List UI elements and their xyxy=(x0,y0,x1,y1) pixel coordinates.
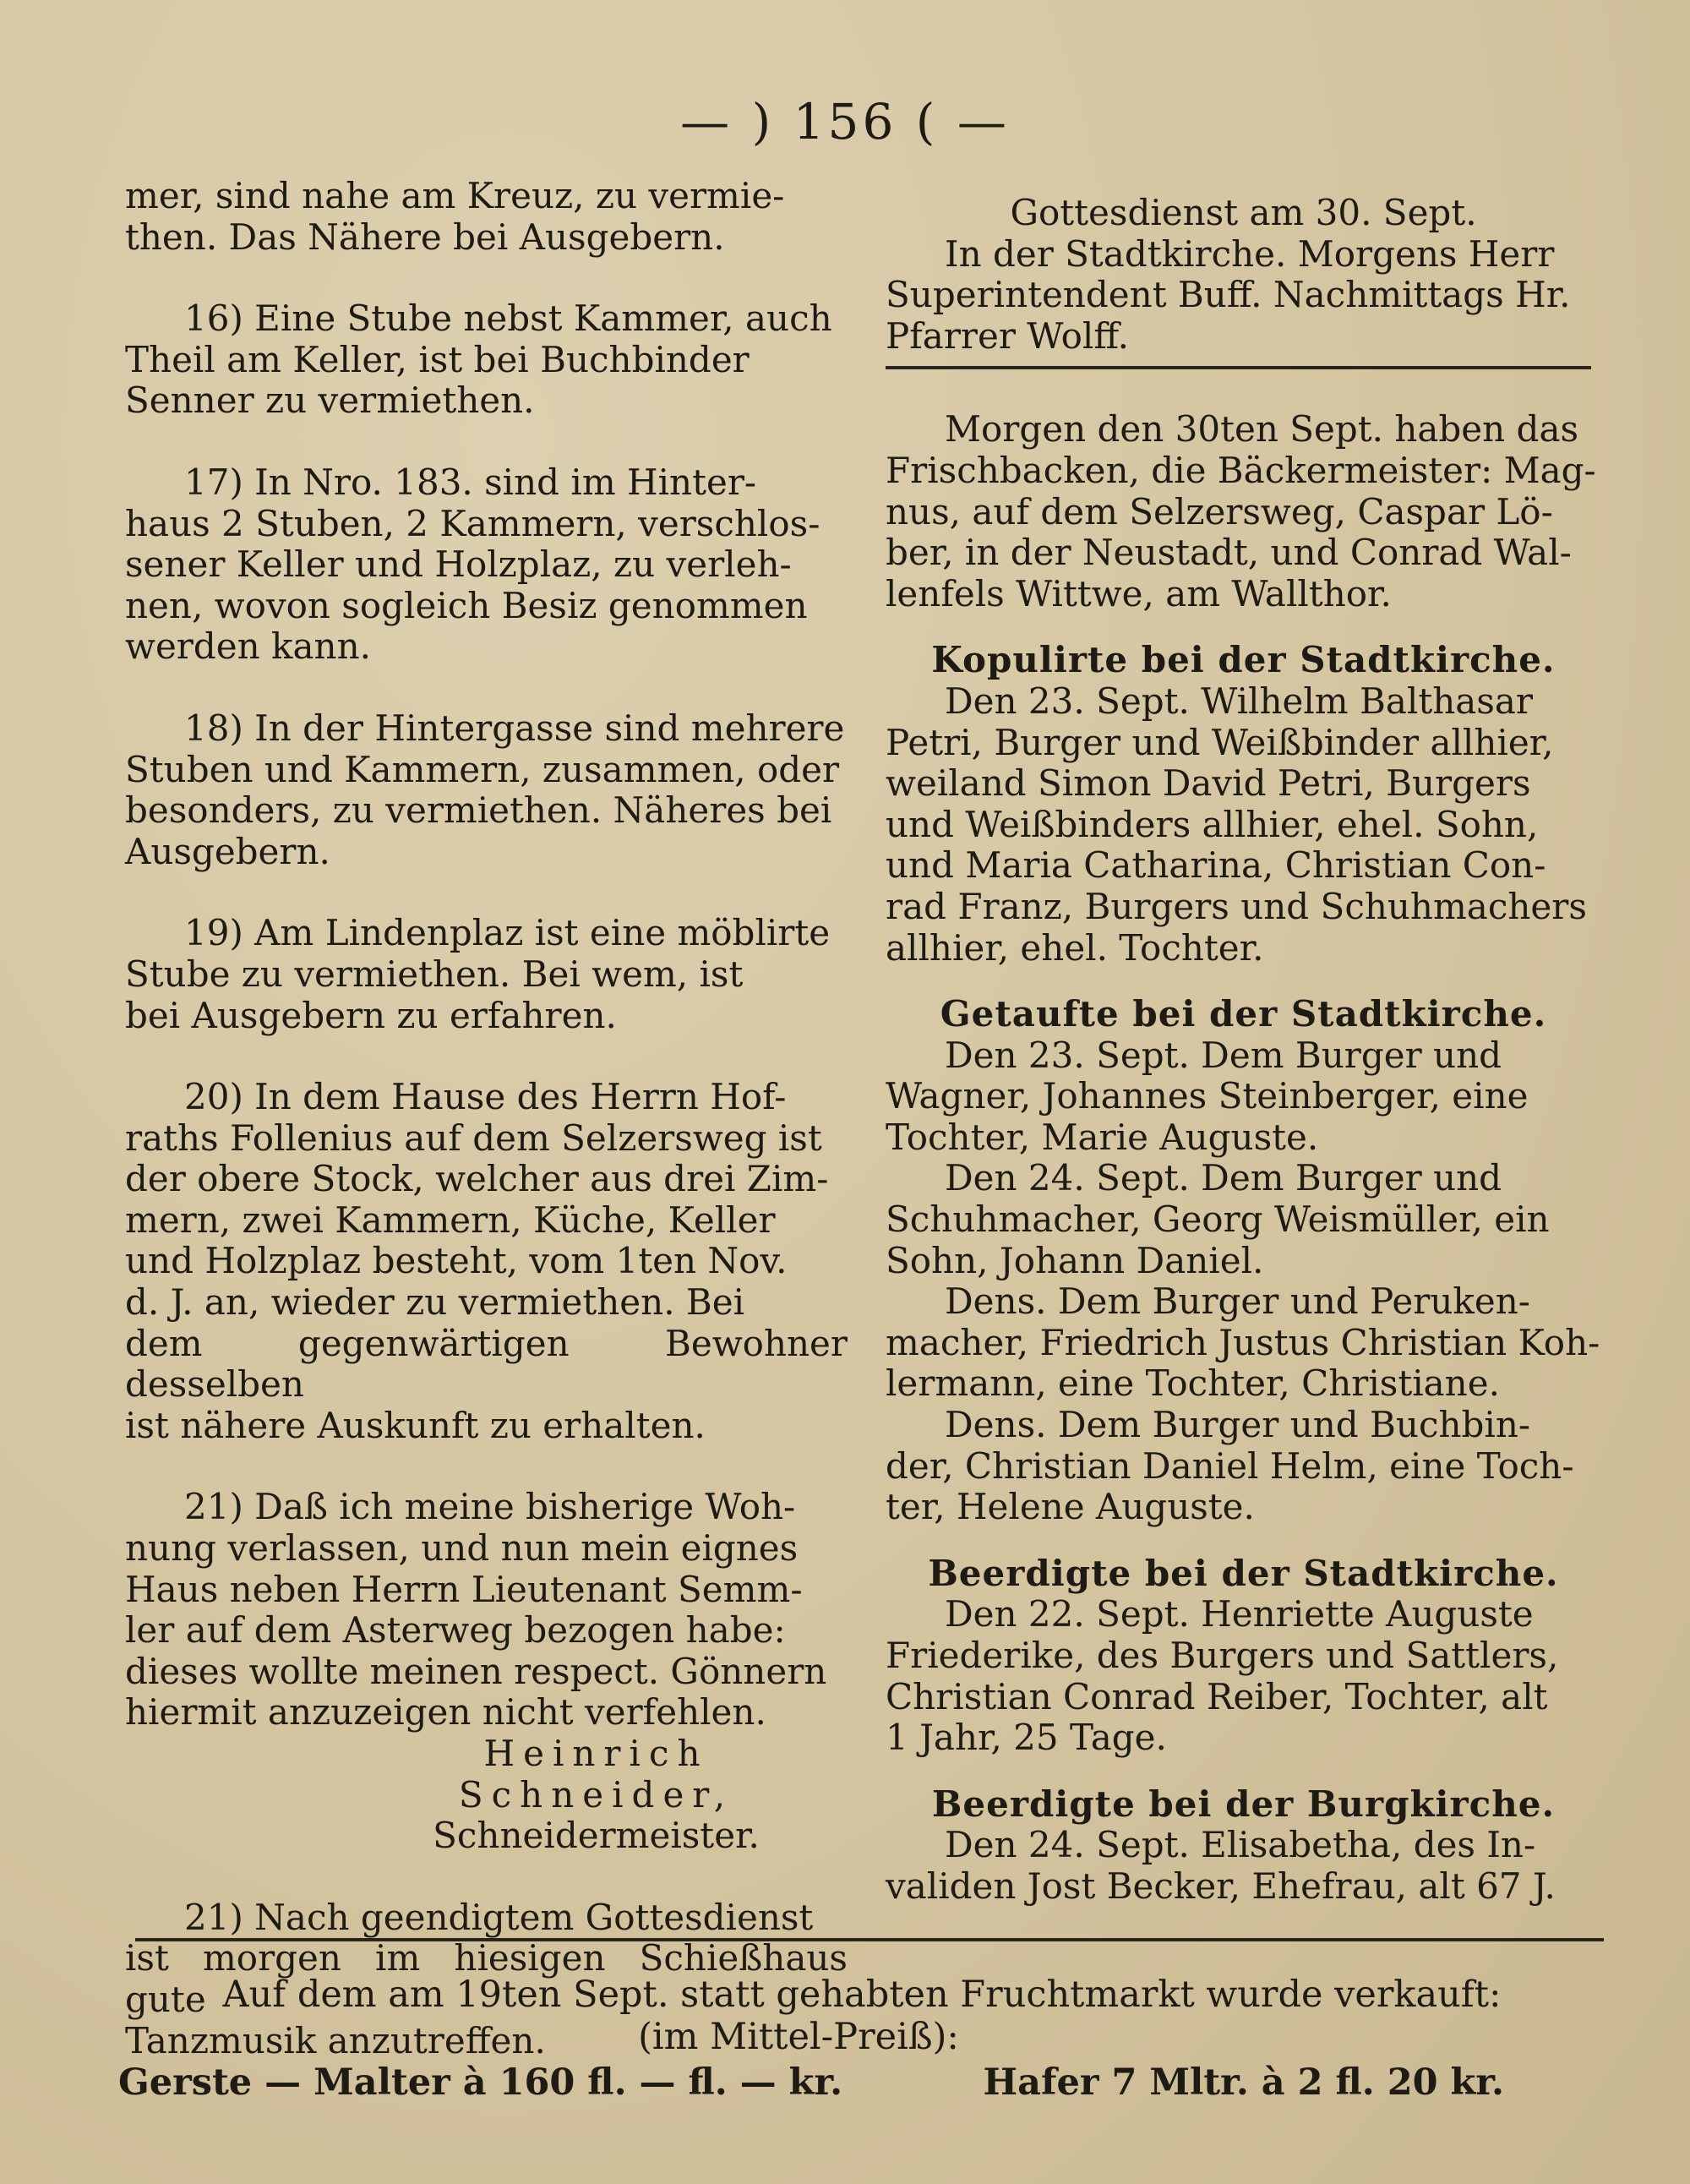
notice-20 xyxy=(125,1077,848,1446)
text-line: Den 23. Sept. Wilhelm Balthasar xyxy=(945,680,1533,722)
text-line: Stube zu vermiethen. Bei wem, ist xyxy=(125,953,744,995)
text-line: besonders, zu vermiethen. Näheres bei xyxy=(125,789,832,832)
continued-notice xyxy=(125,176,848,258)
text-line: mer, sind nahe am Kreuz, zu vermie- xyxy=(125,175,785,216)
text-line: Ausgebern. xyxy=(125,830,330,872)
text-line: dem gegenwärtigen Bewohner desselben xyxy=(125,1322,848,1406)
market-line: Auf dem am 19ten Sept. statt gehabten Fruchtmarkt wurde verkauft: xyxy=(222,1974,1502,2016)
text-line: Haus neben Herrn Lieutenant Semm- xyxy=(125,1568,803,1610)
signature-title: Schneidermeister. xyxy=(433,1815,760,1857)
price-row xyxy=(118,2061,1606,2104)
buried-castle-section xyxy=(886,1784,1601,1908)
text-line: Dens. Dem Burger und Peruken- xyxy=(945,1280,1530,1323)
text-line: lenfels Wittwe, am Wallthor. xyxy=(886,572,1392,614)
text-line: und Holzplaz besteht, vom 1ten Nov. xyxy=(125,1240,788,1282)
notice-16 xyxy=(125,298,848,422)
text-line: Frischbacken, die Bäckermeister: Mag- xyxy=(886,449,1596,491)
text-line: mern, zwei Kammern, Küche, Keller xyxy=(125,1198,776,1241)
text-line: Pfarrer Wolff. xyxy=(886,314,1130,357)
married-title: Kopulirte bei der Stadtkirche. xyxy=(931,639,1556,681)
church-service xyxy=(886,193,1601,357)
buried-city-title: Beerdigte bei der Stadtkirche. xyxy=(928,1552,1559,1594)
text-line: Sohn, Johann Daniel. xyxy=(886,1239,1264,1281)
page-number-header: — ) 156 ( — xyxy=(680,93,1010,150)
text-line: Petri, Burger und Weißbinder allhier, xyxy=(886,721,1554,763)
text-line: ter, Helene Auguste. xyxy=(886,1486,1255,1528)
text-line: Schuhmacher, Georg Weismüller, ein xyxy=(886,1198,1550,1241)
text-line: 1 Jahr, 25 Tage. xyxy=(886,1717,1167,1759)
text-line: In der Stadtkirche. Morgens Herr xyxy=(945,232,1555,275)
text-line: bei Ausgebern zu erfahren. xyxy=(125,994,617,1036)
text-line: Den 24. Sept. Dem Burger und xyxy=(945,1157,1502,1199)
market-subtitle: (im Mittel-Preiß): xyxy=(638,2016,959,2058)
text-line: then. Das Nähere bei Ausgebern. xyxy=(125,216,725,258)
married-section xyxy=(886,640,1601,969)
text-line: rad Franz, Burgers und Schuhmachers xyxy=(886,885,1587,927)
text-line: d. J. an, wieder zu vermiethen. Bei xyxy=(125,1281,745,1324)
text-line: 17) In Nro. 183. sind im Hinter- xyxy=(184,461,757,503)
text-line: Christian Conrad Reiber, Tochter, alt xyxy=(886,1675,1548,1717)
text-line: weiland Simon David Petri, Burgers xyxy=(886,762,1531,805)
signature-name: Heinrich Schneider, xyxy=(458,1733,734,1815)
text-line: 21) Daß ich meine bisherige Woh- xyxy=(184,1486,796,1528)
text-line: Dens. Dem Burger und Buchbin- xyxy=(945,1404,1531,1446)
text-line: Senner zu vermiethen. xyxy=(125,379,535,422)
text-line: Den 23. Sept. Dem Burger und xyxy=(945,1034,1502,1076)
text-line: hiermit anzuzeigen nicht verfehlen. xyxy=(125,1691,766,1734)
text-line: allhier, ehel. Tochter. xyxy=(886,926,1264,969)
market-report xyxy=(118,1974,1606,2104)
text-line: raths Follenius auf dem Selzersweg ist xyxy=(125,1117,822,1159)
text-line: und Maria Catharina, Christian Con- xyxy=(886,844,1546,887)
text-line: 16) Eine Stube nebst Kammer, auch xyxy=(184,298,832,340)
text-line: macher, Friedrich Justus Christian Koh- xyxy=(886,1321,1600,1363)
text-line: Wagner, Johannes Steinberger, eine xyxy=(886,1075,1529,1117)
text-line: ist morgen im hiesigen Schießhaus gute xyxy=(125,1937,848,2020)
text-line: der, Christian Daniel Helm, eine Toch- xyxy=(886,1444,1574,1487)
text-line: ist nähere Auskunft zu erhalten. xyxy=(125,1404,706,1446)
text-line: ler auf dem Asterweg bezogen habe: xyxy=(125,1609,786,1652)
text-line: nus, auf dem Selzersweg, Caspar Lö- xyxy=(886,490,1553,532)
text-line: 21) Nach geendigtem Gottesdienst xyxy=(184,1896,814,1938)
text-line: Morgen den 30ten Sept. haben das xyxy=(945,408,1579,450)
text-line: Stuben und Kammern, zusammen, oder xyxy=(125,748,840,790)
notice-17 xyxy=(125,462,848,668)
buried-city-section xyxy=(886,1553,1601,1759)
right-column xyxy=(886,193,1601,1908)
baptized-section xyxy=(886,994,1601,1528)
text-line: Tanzmusik anzutreffen. xyxy=(125,2019,546,2061)
barley-price: Gerste — Malter à 160 fl. — fl. — kr. xyxy=(118,2061,843,2104)
text-line: sener Keller und Holzplaz, zu verleh- xyxy=(125,543,792,586)
text-line: haus 2 Stuben, 2 Kammern, verschlos- xyxy=(125,502,820,544)
text-line: Superintendent Buff. Nachmittags Hr. xyxy=(886,274,1571,316)
text-line: 18) In der Hintergasse sind mehrere xyxy=(184,707,845,749)
text-line: Den 24. Sept. Elisabetha, des In- xyxy=(945,1824,1536,1866)
text-line: Theil am Keller, ist bei Buchbinder xyxy=(125,338,750,380)
notice-18 xyxy=(125,708,848,872)
text-line: 20) In dem Hause des Herrn Hof- xyxy=(184,1076,787,1118)
text-line: ber, in der Neustadt, und Conrad Wal- xyxy=(886,532,1572,574)
text-line: dieses wollte meinen respect. Gönnern xyxy=(125,1650,827,1692)
divider-rule xyxy=(135,1938,1604,1941)
text-line: Tochter, Marie Auguste. xyxy=(886,1116,1319,1158)
text-line: Friederike, des Burgers und Sattlers, xyxy=(886,1635,1559,1676)
service-title: Gottesdienst am 30. Sept. xyxy=(1010,192,1477,233)
text-line: nung verlassen, und nun mein eignes xyxy=(125,1527,799,1570)
text-line: und Weißbinders allhier, ehel. Sohn, xyxy=(886,803,1539,845)
baptized-title: Getaufte bei der Stadtkirche. xyxy=(940,993,1547,1035)
oats-price: Hafer 7 Mltr. à 2 fl. 20 kr. xyxy=(983,2061,1504,2104)
buried-castle-title: Beerdigte bei der Burgkirche. xyxy=(931,1783,1556,1825)
divider-rule xyxy=(886,366,1591,369)
bakers-notice xyxy=(886,409,1601,614)
text-line: Den 22. Sept. Henriette Auguste xyxy=(945,1593,1534,1635)
notice-21-relocation xyxy=(125,1487,848,1856)
text-line: validen Jost Becker, Ehefrau, alt 67 J. xyxy=(886,1865,1556,1907)
text-line: lermann, eine Tochter, Christiane. xyxy=(886,1362,1500,1405)
notice-19 xyxy=(125,913,848,1036)
text-line: nen, wovon sogleich Besiz genommen xyxy=(125,584,808,626)
text-line: werden kann. xyxy=(125,625,371,668)
text-line: der obere Stock, welcher aus drei Zim- xyxy=(125,1158,829,1200)
text-line: 19) Am Lindenplaz ist eine möblirte xyxy=(184,912,831,954)
left-column xyxy=(125,176,848,2061)
